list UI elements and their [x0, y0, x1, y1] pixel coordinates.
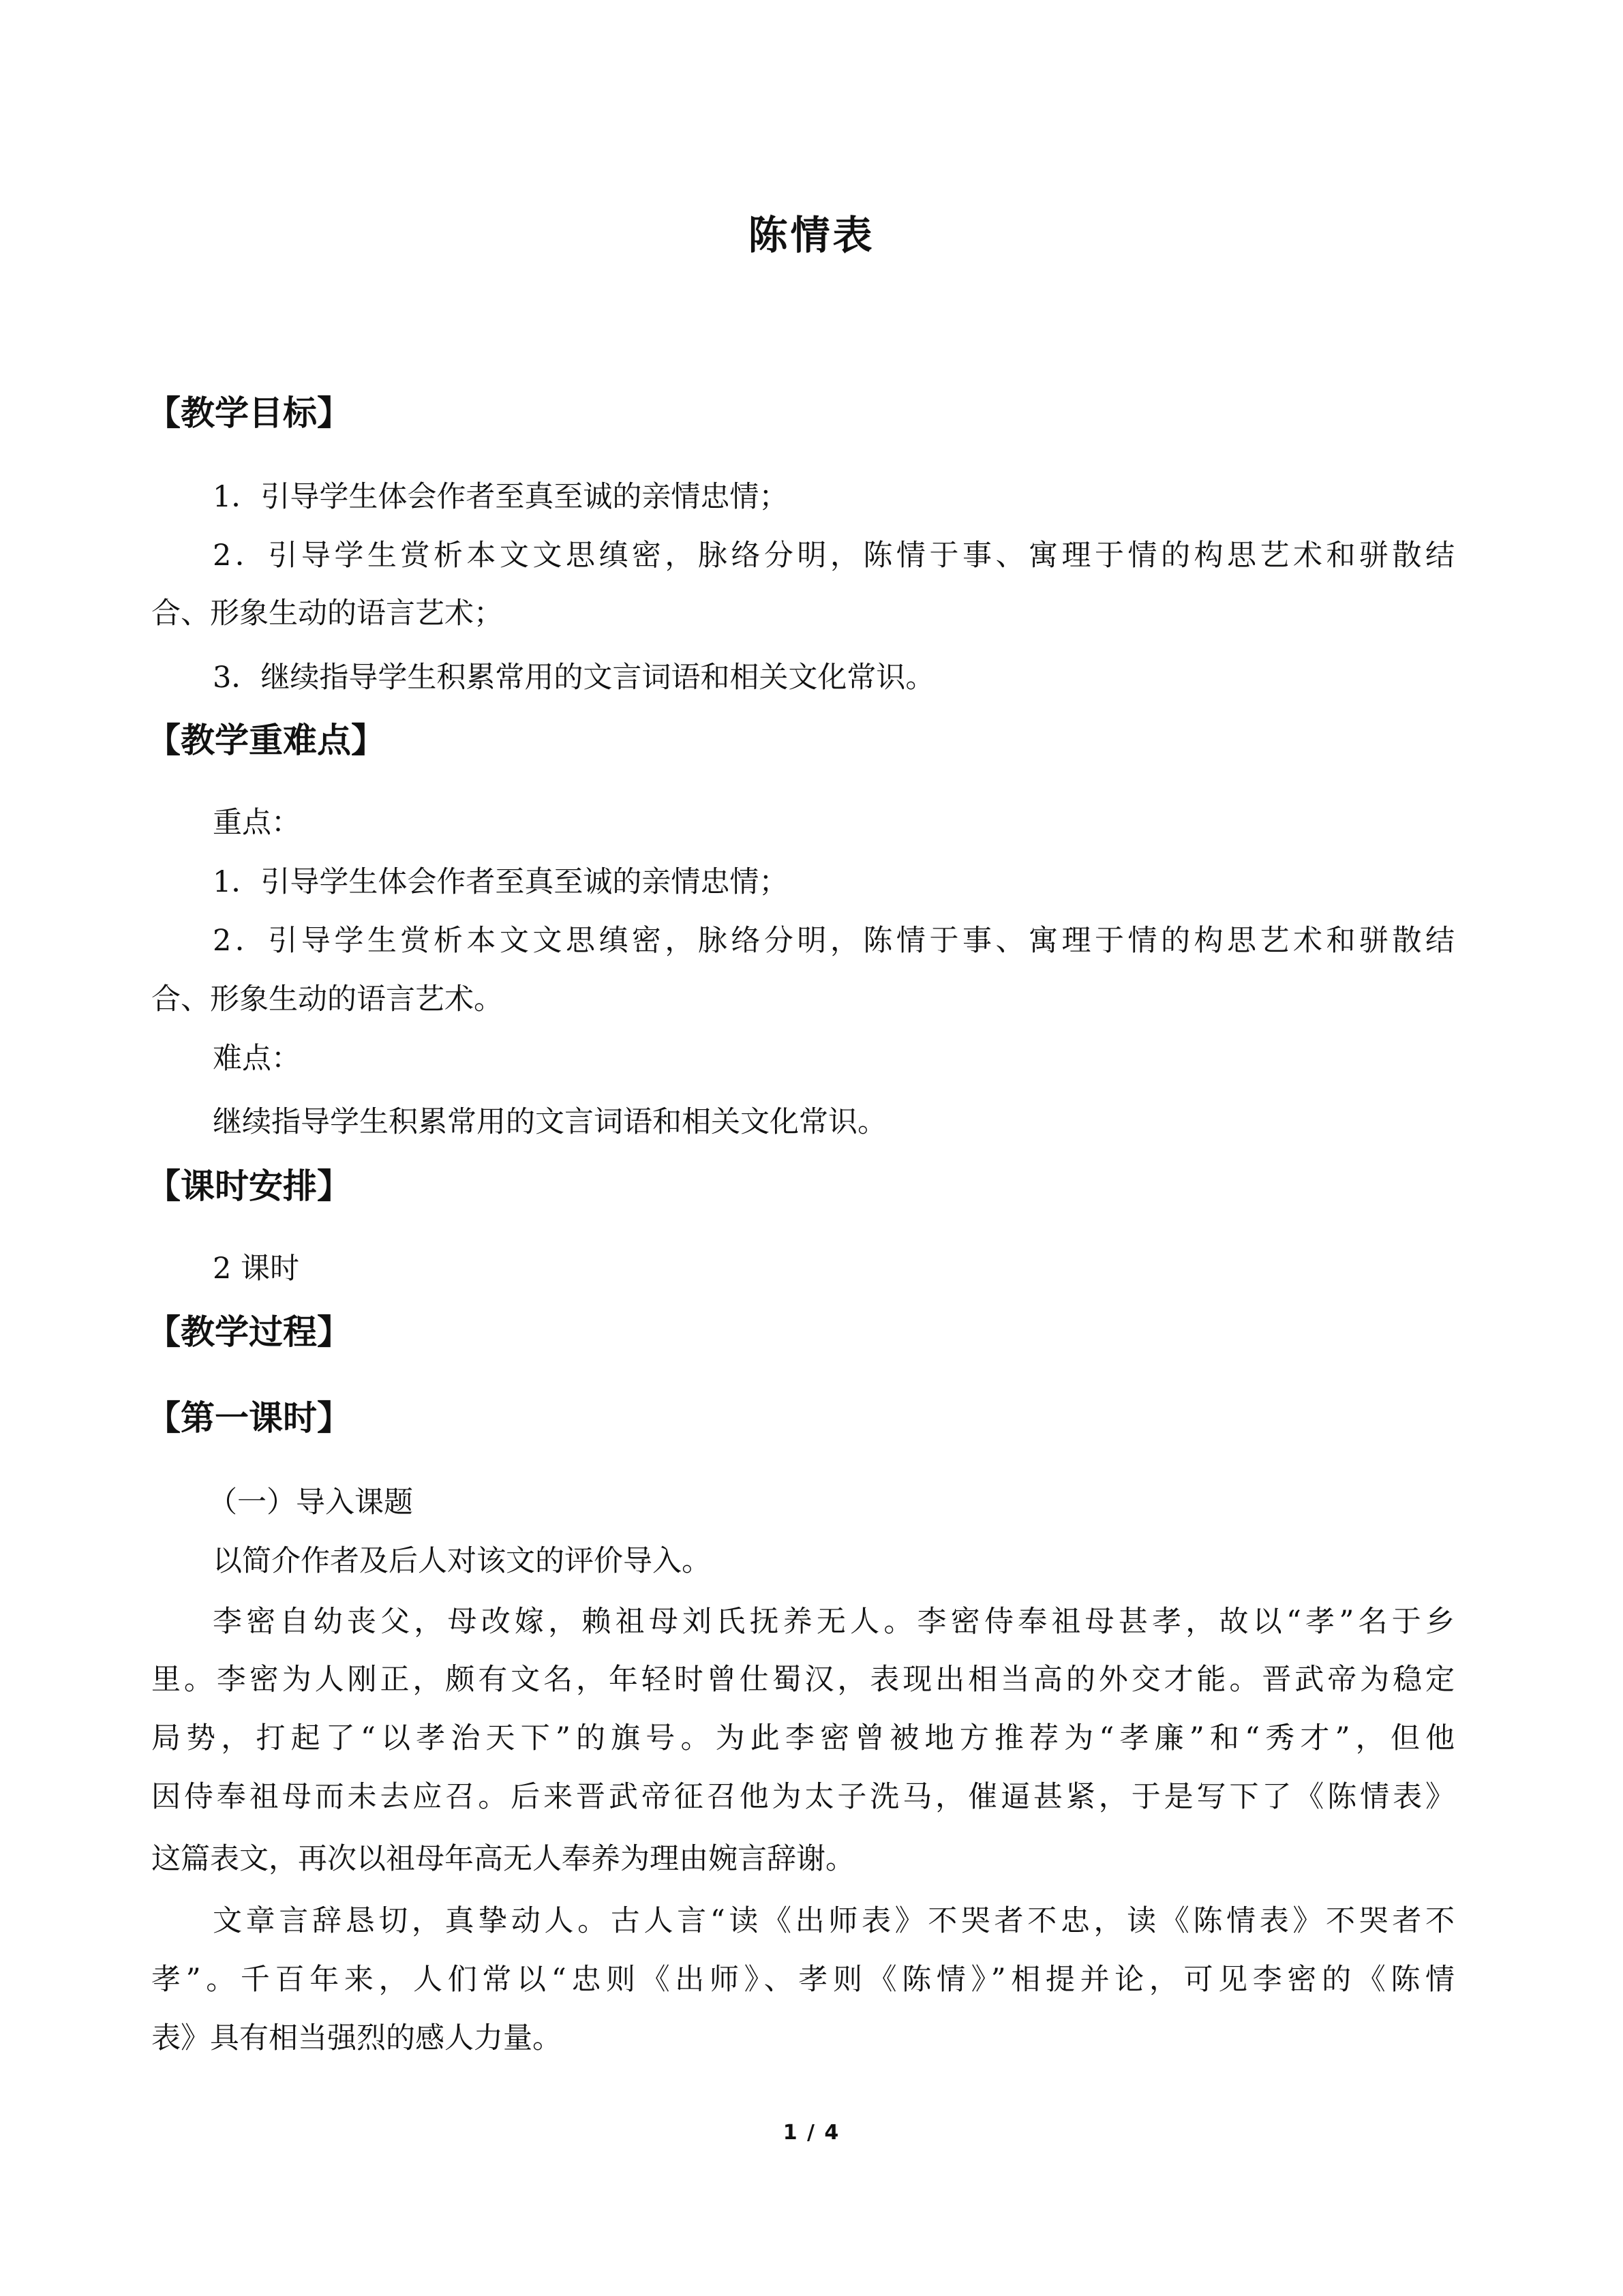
first-lesson-intro: 以简介作者及后人对该文的评价导入。: [213, 1544, 711, 1578]
section-heading-first-lesson: 【第一课时】: [147, 1398, 351, 1438]
section-heading-process: 【教学过程】: [147, 1312, 351, 1352]
paragraph-1-line-2: 里。李密为人刚正，颇有文名，年轻时曾仕蜀汉，表现出相当高的外交才能。晋武帝为稳定: [151, 1663, 1455, 1697]
paragraph-2-line-3: 表》具有相当强烈的感人力量。: [151, 2021, 562, 2055]
paragraph-1-line-3: 局势，打起了“以孝治天下”的旗号。为此李密曾被地方推荐为“孝廉”和“秀才”，但他: [151, 1721, 1455, 1755]
paragraph-1-line-4: 因侍奉祖母而未去应召。后来晋武帝征召他为太子洗马，催逼甚紧，于是写下了《陈情表》: [151, 1780, 1455, 1814]
focus-label: 重点：: [213, 806, 301, 840]
page-indicator: 1 / 4: [783, 2121, 840, 2145]
document-title: 陈情表: [748, 212, 875, 258]
objective-item-2-line-2: 合、形象生动的语言艺术；: [151, 596, 503, 631]
paragraph-1-line-1: 李密自幼丧父，母改嫁，赖祖母刘氏抚养无人。李密侍奉祖母甚孝，故以“孝”名于乡: [213, 1605, 1455, 1639]
focus-item-2-line-2: 合、形象生动的语言艺术。: [151, 982, 503, 1016]
paragraph-1-line-5: 这篇表文，再次以祖母年高无人奉养为理由婉言辞谢。: [151, 1842, 855, 1876]
objective-item-3: 3．继续指导学生积累常用的文言词语和相关文化常识。: [213, 661, 935, 695]
difficulty-text: 继续指导学生积累常用的文言词语和相关文化常识。: [213, 1105, 887, 1139]
first-lesson-subheading: （一）导入课题: [208, 1485, 413, 1520]
paragraph-2-line-1: 文章言辞恳切，真挚动人。古人言“读《出师表》不哭者不忠，读《陈情表》不哭者不: [213, 1904, 1455, 1938]
section-heading-schedule: 【课时安排】: [147, 1166, 351, 1206]
difficulty-label: 难点：: [213, 1042, 301, 1076]
schedule-text: 2 课时: [213, 1252, 300, 1286]
objective-item-1: 1．引导学生体会作者至真至诚的亲情忠情；: [213, 480, 789, 514]
focus-item-2-line-1: 2．引导学生赏析本文文思缜密，脉络分明，陈情于事、寓理于情的构思艺术和骈散结: [213, 924, 1455, 958]
paragraph-2-line-2: 孝”。千百年来，人们常以“忠则《出师》、孝则《陈情》”相提并论，可见李密的《陈情: [151, 1963, 1455, 1997]
focus-item-1: 1．引导学生体会作者至真至诚的亲情忠情；: [213, 865, 789, 899]
objective-item-2-line-1: 2．引导学生赏析本文文思缜密，脉络分明，陈情于事、寓理于情的构思艺术和骈散结: [213, 539, 1455, 573]
section-heading-objectives: 【教学目标】: [147, 393, 351, 433]
section-heading-key-points: 【教学重难点】: [147, 721, 385, 760]
